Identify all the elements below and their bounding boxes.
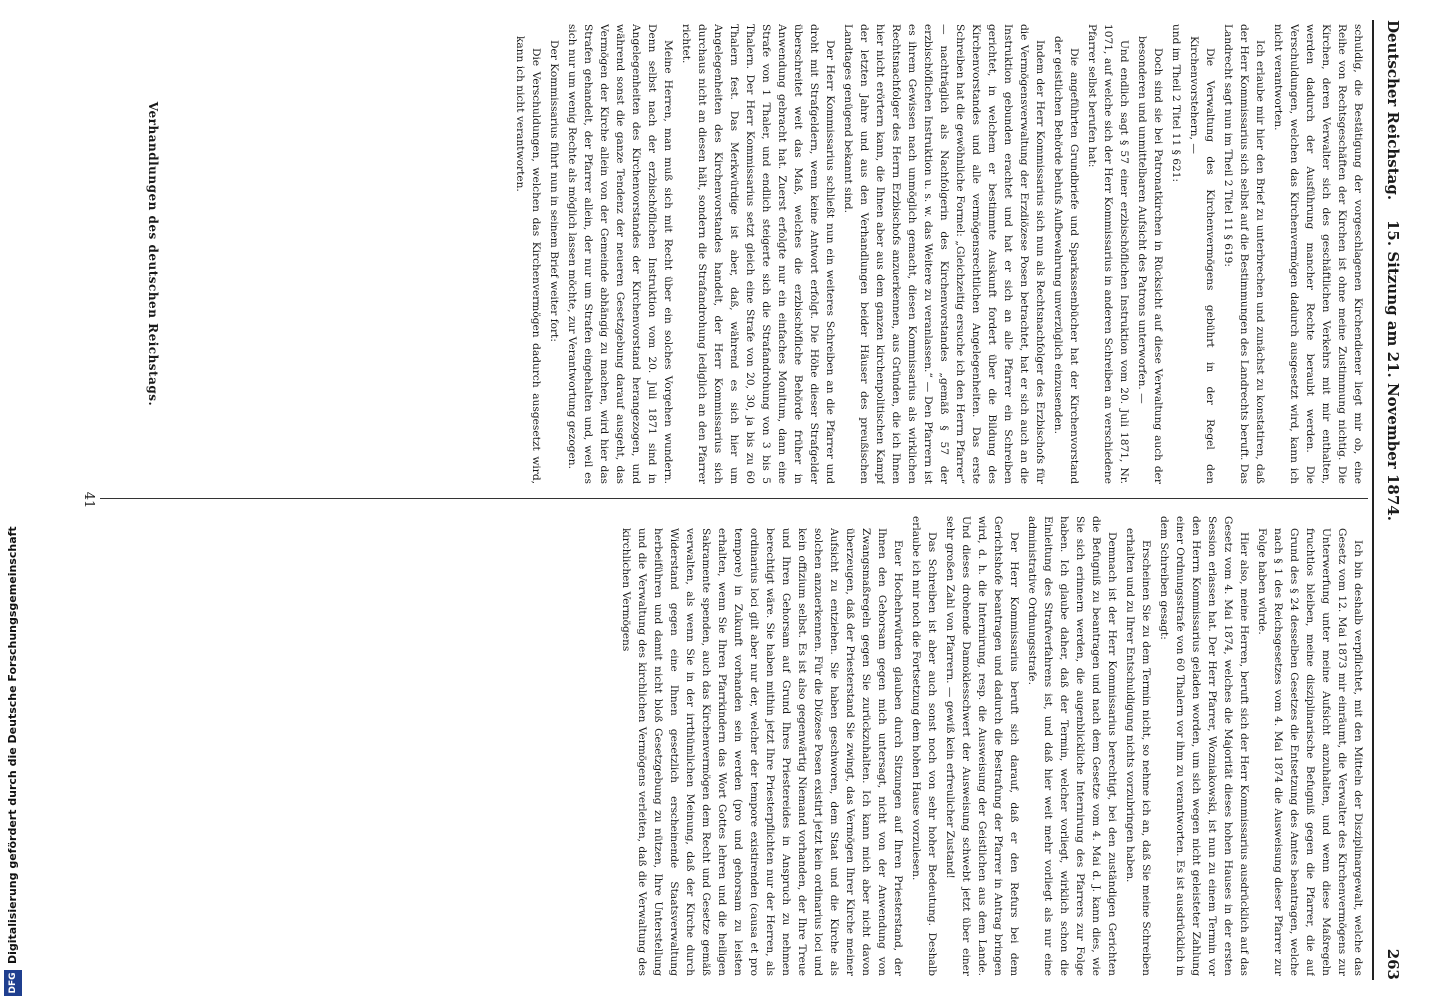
column-divider <box>100 498 1368 499</box>
left-paragraph: Der Herr Kommissarius schließt nun ein weiteres Schreiben an die Pfarrer und droht mit Strafgeldern, wenn keine Antwort erfolgt. Die Höhe dieser Strafgelder überschreitet weit das Maß, welches die erzbischöfliche Behörde früher in Anwendung gebracht hat. Zuerst erfolgte nur ein einfaches Monitum, dann eine Strafe von 1 Thaler, und endlich steigerte sich die Strafandrohung von 3 bis 5 Thalern. Der Herr Kommissarius setzt gleich eine Strafe von 20, 30, ja bis zu 60 Thalern fest. Das Merkwürdige ist aber, daß, während es sich hier um Angelegenheiten des Kirchenvorstandes handelt, der Herr Kommissarius sich durchaus nicht an diesen hält, sondern die Strafandrohung lediglich an den Pfarrer richtet. <box>680 24 836 484</box>
left-quote: Die angeführten Grundbriefe und Sparkassenbücher hat der Kirchenvorstand der geistlichen Behörde behufs Aufbewahrung unverzüglich einzusenden. <box>1052 36 1080 484</box>
dfg-logo: DFG <box>4 970 22 996</box>
left-quote: Doch sind sie bei Patronatkirchen in Rücksicht auf diese Verwaltung auch der besonderen und unmittelbaren Aufsicht des Patrons unterworfen. — <box>1136 36 1164 484</box>
right-paragraph: Der Herr Kommissarius beruft sich darauf, daß er den Refurs bei dem Gerichtshofe beantragen und dadurch die Bestrafung der Pfarrer in Antrag bringen wird, d. h. die Internirung, resp. die Ausweisung der Geistlichen aus dem Lande. Und dieses drohende Damoklesschwert der Ausweisung schwebt jetzt über einer sehr großen Zahl von Pfarrern. — gewiß kein erfreulicher Zustand! <box>944 516 1020 976</box>
left-paragraph: Indem der Herr Kommissarius sich nun als Rechtsnachfolger des Erzbischofs für die Vermögensverwaltung der Erzdiözese Posen betrachtet, hat er sich auch an die Instruktion gebunden erachtet und hat er sich an alle Pfarrer ein Schreiben gerichtet, in welchem er bestimmte Auskunft fordert über die Bildung des Kirchenvorstandes und alle vermögensrechtlichen Angelegenheiten. Das erste Schreiben hat die gewöhnliche Formel: „Gleichzeitig ersuche ich den Herrn Pfarrer“ — nachträglich als Nachfolgerin des Kirchenvorstandes „gemäß § 57 der erzbischöflichen Instruktion u. s. w. das Weitere zu veranlassen.“ — Den Pfarrern ist es ihrem Gewissen nach unmöglich gemacht, diesen Kommissarius als wirklichen Rechtsnachfolger des Herrn Erzbischofs anzuerkennen, aus Gründen, die ich Ihnen hier nicht erörtern kann, die Ihnen aber aus dem ganzen kirchenpolitischen Kampf der letzten Jahre und aus den Verhandlungen beider Häuser des preußischen Landtages genügend bekannt sind. <box>842 24 1046 484</box>
right-column <box>106 516 1366 976</box>
right-paragraph: Das Schreiben ist aber auch sonst noch von sehr hoher Bedeutung. Deshalb erlaube ich mir noch die Fortsetzung dem hohen Hause vorzulesen. <box>910 516 938 976</box>
page-header <box>1378 20 1402 980</box>
left-paragraph: Der Kommissarius führt nun in seinem Brief weiter fort: <box>548 40 560 342</box>
page-number: 41 <box>81 491 96 509</box>
header-title: Deutscher Reichstag. <box>1384 20 1402 201</box>
left-quote: Die Verschuldungen, welchen das Kirchenvermögen dadurch ausgesetzt wird, kann ich nicht verantworten. <box>514 36 542 484</box>
digitization-strip <box>0 0 28 1000</box>
header-page-number: 263 <box>1384 948 1402 980</box>
right-quote: Ich bin deshalb verpflichtet, mit den Mitteln der Disziplinargewalt, welche das Gesetz vom 12. Mai 1873 mir einräumt, die Verwalter des Kirchenvermögens zur Unterwerfung unter meine Aufsicht anzuhalten, und wenn diese Maßregeln fruchtlos bleiben, meine disziplinarische Befugniß gegen die Pfarrer, die auf Grund des § 24 desselben Gesetzes die Entsetzung des Amtes beantragen, welche nach § 1 des Reichsgesetzes vom 4. Mai 1874 die Ausweisung dieser Pfarrer zur Folge haben würde. <box>1256 528 1364 976</box>
header-session: 15. Sitzung am 21. November 1874. <box>1384 220 1402 521</box>
left-quote: Die Verwaltung des Kirchenvermögens gebührt in der Regel den Kirchenvorstehern, — <box>1188 36 1216 484</box>
left-column <box>106 24 1366 484</box>
left-paragraph: Ich erlaube mir hier den Brief zu unterbrechen und zunächst zu konstatiren, daß der Herr Kommissarius sich selbst auf die Bestimmungen des Landrechts beruft. Das Landrecht sagt nun im Theil 2 Titel 11 § 619: <box>1222 24 1266 484</box>
right-paragraph: Hier also, meine Herren, beruft sich der Herr Kommissarius ausdrücklich auf das Gesetz vom 4. Mai 1874, welches die Majorität dieses hohen Hauses in der ersten Session erlassen hat. Der Herr Pfarrer, Wozniakowski, ist nun zu einem Termin vor den Herrn Kommissarius geladen worden, um sich wegen nicht geleisteter Zahlung einer Ordnungsstrafe von 60 Thalern vor ihm zu verantworten. Es ist ausdrücklich in dem Schreiben gesagt: <box>1158 516 1250 976</box>
right-paragraph: Demnach ist der Herr Kommissarius berechtigt, bei den zuständigen Gerichten die Befugniß zu beantragen und nach dem Gesetze vom 4. Mai d. J. kann dies, wie Sie sich erinnern werden, die augenblickliche Internirung des Pfarrers zur Folge haben. Ich glaube daher, daß der Termin, welcher vorliegt, wirklich schon die Einleitung des Strafverfahrens ist, und daß hier weit mehr vorliegt als nur eine administrative Ordnungsstrafe. <box>1026 516 1118 976</box>
left-paragraph: schuldig, die Bestätigung der vorgeschlagenen Kirchendiener liegt mir ob, eine Reihe von Rechtsgeschäften der Kirchen ist ohne meine Zustimmung nichtig. Die Kirchen, deren Verwalter sich des geschäftlichen Verkehrs mit mir enthalten, werden dadurch der Ausführung mancher Rechte beraubt werden. Die Verschuldungen, welchen das Kirchenvermögen dadurch ausgesetzt wird, kann ich nicht verantworten. <box>1272 24 1364 484</box>
left-footer: Verhandlungen des deutschen Reichstags. <box>146 101 160 407</box>
right-quote: Euer Hochehrwürden glauben durch Sitzungen auf Ihren Priesterstand, der Ihnen den Gehorsam gegen mich untersagt, nicht von der Anwendung von Zwangsmaßregeln gegen Sie zurückzuhalten. Ich kann mich aber nicht davon überzeugen, daß der Priesterstand Sie zwingt, das Vermögen Ihrer Kirche meiner Aufsicht zu entziehen. Sie haben geschworen, dem Staat und die Kirche als solchen anzuerkennen. Für die Diözese Posen existirt jetzt kein ordinarius loci und kein offizium selbst. Es ist also gegenwärtig Niemand vorhanden, der Ihre Treue und Ihren Gehorsam auf Grund Ihres Priestereides in Anspruch zu nehmen berechtigt wäre. Sie haben mithin jetzt Ihre Priesterpflichten nur der Herren, als ordinarius loci gilt aber nur der, welcher der tempore existirenden (causa et pro tempore) in Zukunft vorhanden sein werden (pro und gehorsam zu leisten erhalten, wenn Sie Ihren Pfarrkindern das Wort Gottes lehren und die heiligen Sakramente spenden, auch das Kirchenvermögen dem Recht und Gesetze gemäß verwalten, als wenn Sie in der irrthümlichen Meinung, daß der Kirche durch Widerstand gegen eine Ihnen gesetzlich erscheinende Staatsverwaltung herbeiführen und damit nicht bloß Gesetzgebung zu nützen, Ihre Unterstellung und die Verwaltung des kirchlichen Vermögens verleiten, daß die Verwaltung des kirchlichen Vermögens <box>620 528 904 976</box>
left-paragraph: Meine Herren, man muß sich mit Recht über ein solches Vorgehen wundern. Denn selbst nach der erzbischöflichen Instruktion vom 20. Juli 1871 sind in Angelegenheiten des Kirchenvorstandes der Kirchenvorstand herangezogen, und während sonst die ganze Tendenz der neueren Gesetzgebung darauf ausgeht, das Vermögen der Kirche allein von der Gemeinde abhängig zu machen, wird hier das Strafen gehandelt, der Pfarrer allein, der nur um Strafen eingehalten und, weil es sich nur um wenig Rechte als möglich lassen möchte, zur Verantwortung gezogen. <box>566 24 674 484</box>
header-rule <box>1372 20 1374 980</box>
document-page <box>68 0 1408 1000</box>
left-paragraph: und im Theil 2 Titel 11 § 621: <box>1170 24 1182 183</box>
left-paragraph: Und endlich sagt § 57 einer erzbischöflichen Instruktion vom 20. Juli 1871, Nr. 1071, auf welche sich der Herr Kommissarius in anderen Schreiben an verschiedene Pfarrer selbst berufen hat: <box>1086 24 1130 484</box>
digitization-credit: Digitalisierung gefördert durch die Deutsche Forschungsgemeinschaft <box>6 526 19 964</box>
right-quote: Erscheinen Sie zu dem Termin nicht, so nehme ich an, daß Sie meine Schreiben erhalten und zu Ihrer Entschuldigung nichts vorzubringen haben. <box>1124 528 1152 976</box>
